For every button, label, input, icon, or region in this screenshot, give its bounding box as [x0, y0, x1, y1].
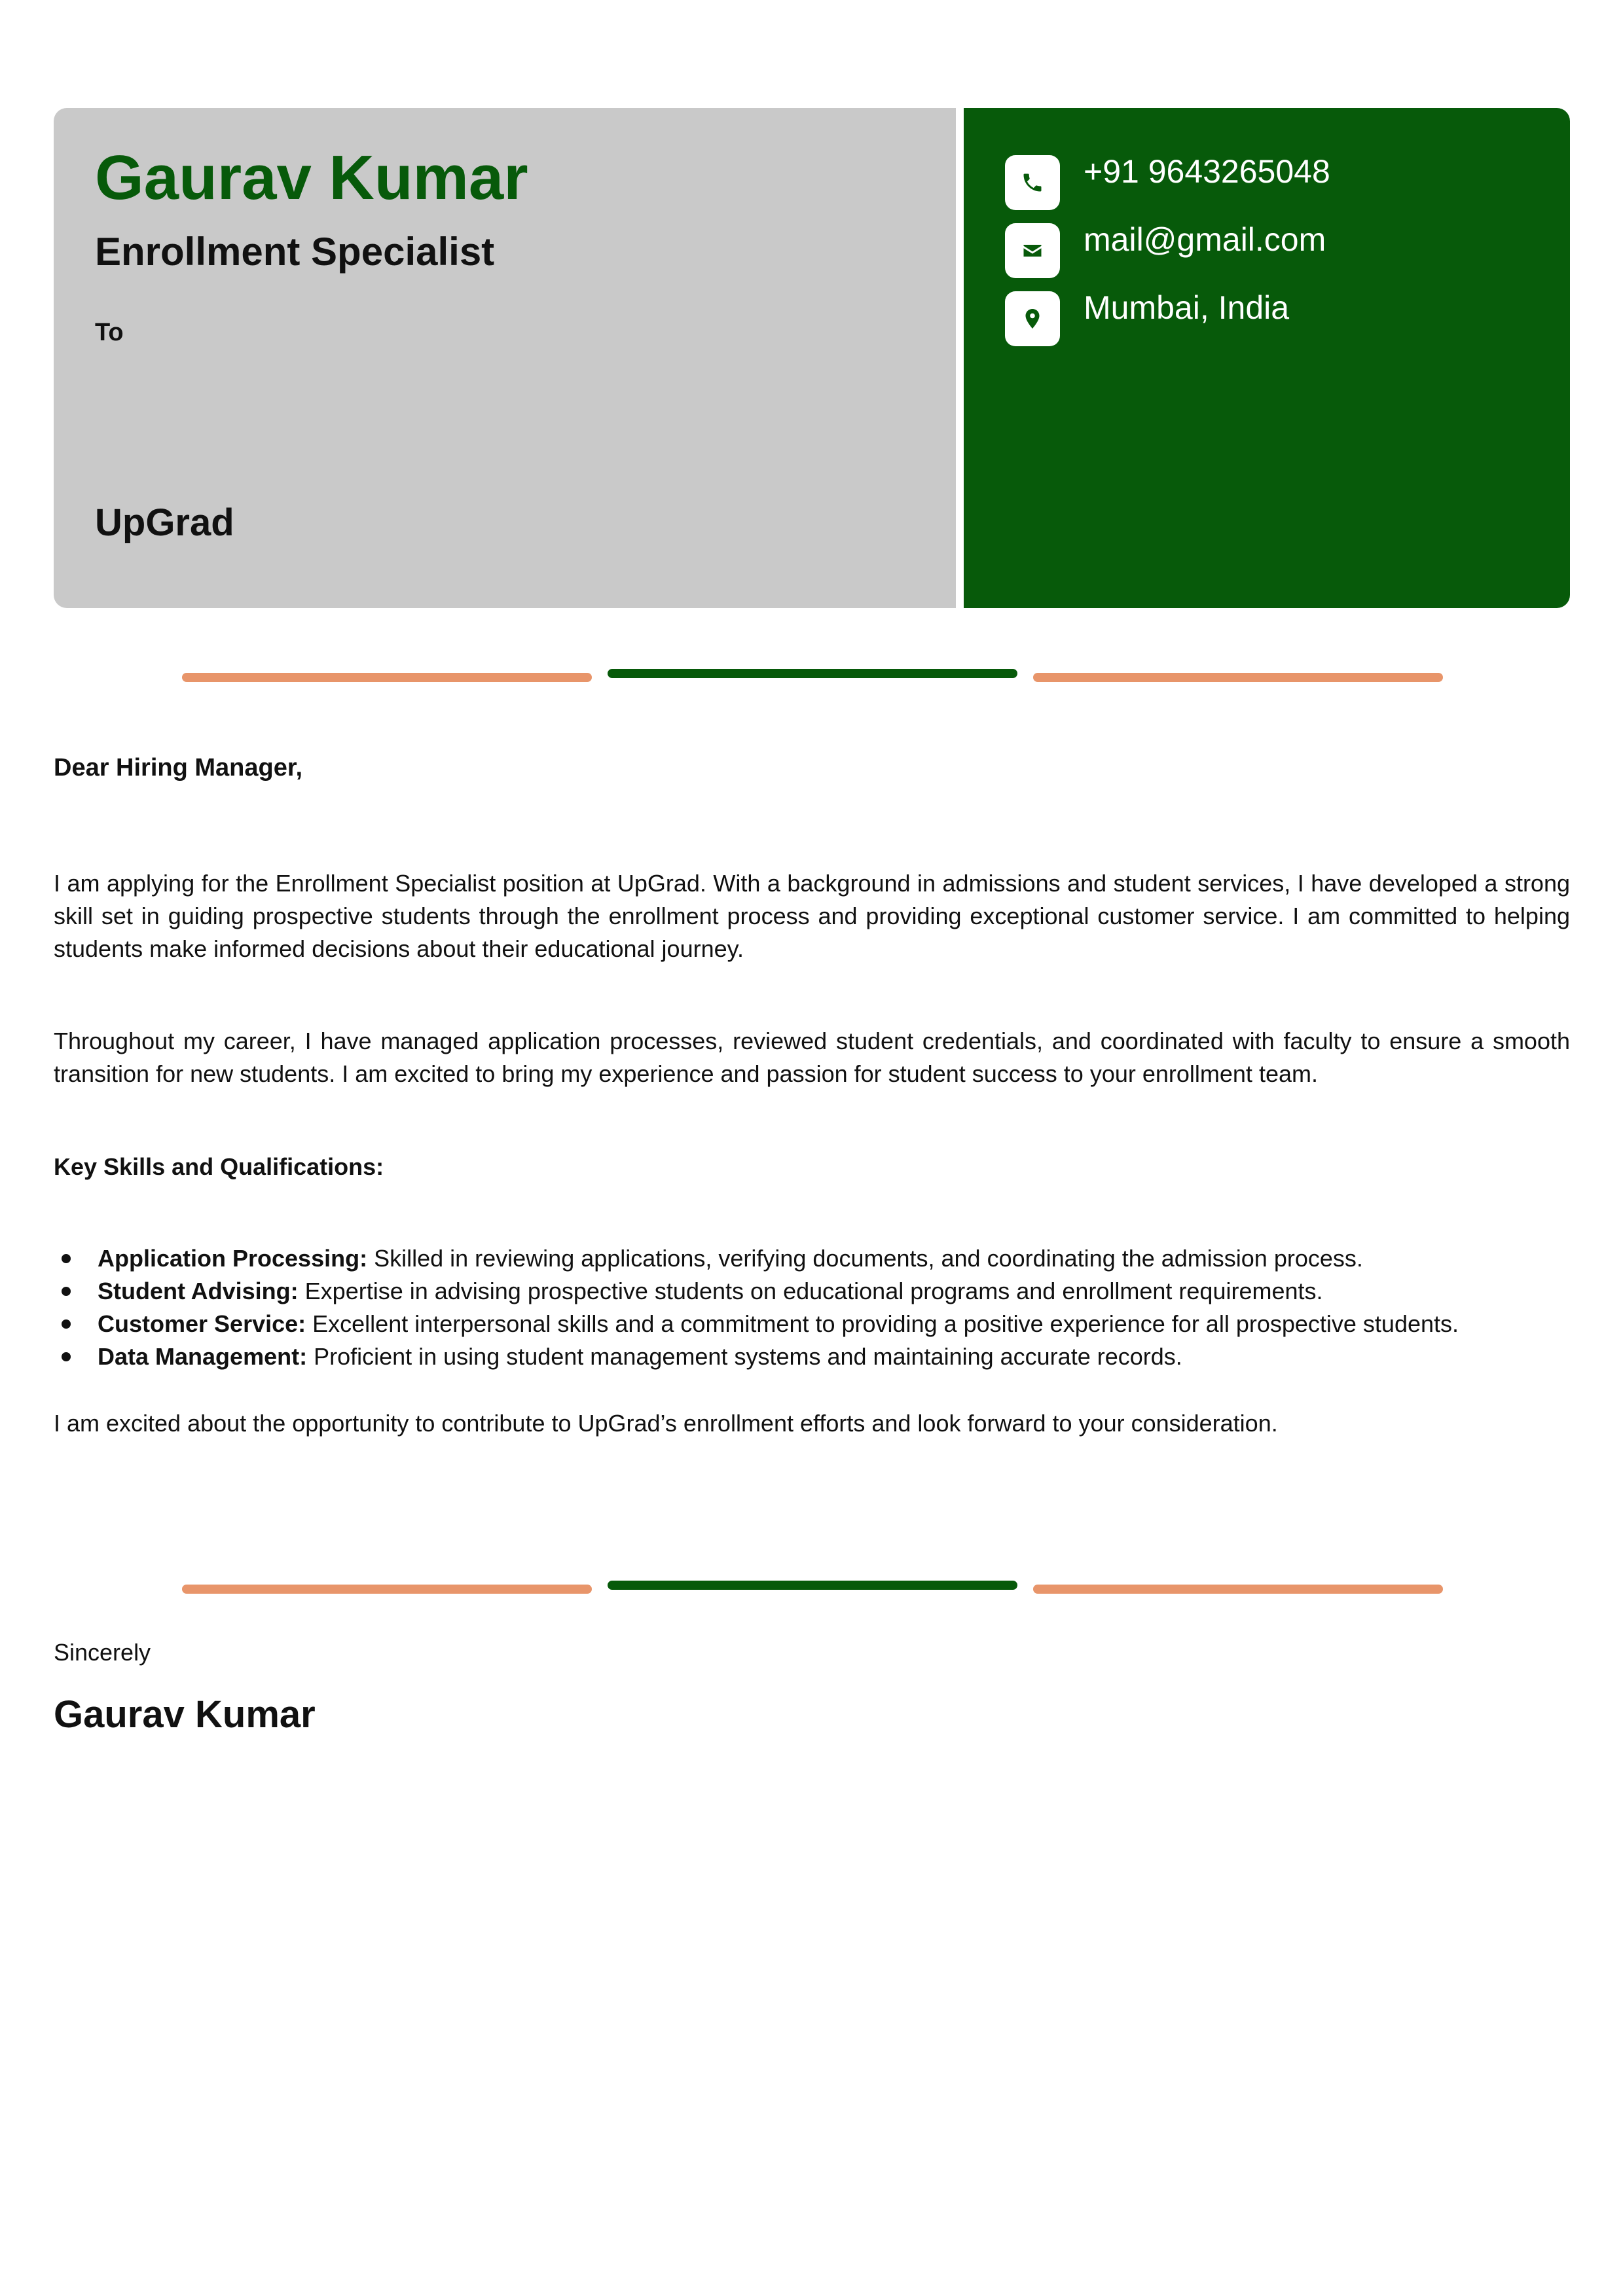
divider-segment: [182, 673, 592, 682]
divider-segment: [608, 1581, 1017, 1590]
list-item: [54, 1308, 1570, 1340]
signature-name: Gaurav Kumar: [54, 1693, 316, 1736]
contact-email: [1005, 223, 1326, 278]
contact-location: [1005, 291, 1289, 346]
body-paragraph: Throughout my career, I have managed application processes, reviewed student credentials, and coordinated with faculty to ensure a smooth transition for new students. I am excited to bring my experience and passion for student success to your enrollment team.: [54, 1028, 1570, 1087]
list-item: [54, 1275, 1570, 1308]
applicant-role: Enrollment Specialist: [95, 230, 495, 274]
divider-segment: [608, 669, 1017, 678]
letter-header: [54, 108, 1570, 608]
location-pin-icon: [1005, 291, 1060, 346]
divider-top: [182, 669, 1443, 682]
recipient-label: To: [95, 319, 124, 346]
divider-bottom: [182, 1581, 1443, 1594]
skill-label: Application Processing:: [98, 1245, 368, 1272]
skills-list: [54, 1242, 1570, 1373]
contact-panel: [964, 108, 1570, 608]
skills-heading: Key Skills and Qualifications:: [54, 1153, 384, 1180]
greeting: Dear Hiring Manager,: [54, 754, 303, 781]
skill-label: Student Advising:: [98, 1278, 299, 1304]
email-address: mail@gmail.com: [1084, 221, 1326, 258]
list-item: [54, 1340, 1570, 1373]
phone-number: +91 9643265048: [1084, 153, 1330, 190]
skill-text: Excellent interpersonal skills and a commitment to providing a positive experience for all prospective students.: [306, 1310, 1459, 1337]
list-item: [54, 1242, 1570, 1275]
skill-text: Skilled in reviewing applications, verifying documents, and coordinating the admission process.: [367, 1245, 1363, 1272]
phone-icon: [1005, 155, 1060, 210]
skill-text: Expertise in advising prospective students on educational programs and enrollment requirements.: [298, 1278, 1323, 1304]
skill-label: Customer Service:: [98, 1310, 306, 1337]
applicant-name: Gaurav Kumar: [95, 143, 528, 213]
skill-text: Proficient in using student management systems and maintaining accurate records.: [307, 1343, 1182, 1370]
contact-phone: [1005, 155, 1330, 210]
divider-segment: [1033, 1585, 1443, 1594]
recipient-company: UpGrad: [95, 501, 234, 544]
closing-paragraph: I am excited about the opportunity to contribute to UpGrad’s enrollment efforts and look forward to your consideration.: [54, 1410, 1278, 1437]
divider-segment: [1033, 673, 1443, 682]
skill-label: Data Management:: [98, 1343, 308, 1370]
sign-off: Sincerely: [54, 1639, 151, 1666]
body-paragraph: I am applying for the Enrollment Specialist position at UpGrad. With a background in admissions and student services, I have developed a strong skill set in guiding prospective students through the enrollment process and providing exceptional customer service. I am committed to helping students make informed decisions about their educational journey.: [54, 870, 1570, 962]
divider-segment: [182, 1585, 592, 1594]
envelope-icon: [1005, 223, 1060, 278]
location-text: Mumbai, India: [1084, 289, 1290, 326]
header-left-panel: [54, 108, 956, 608]
